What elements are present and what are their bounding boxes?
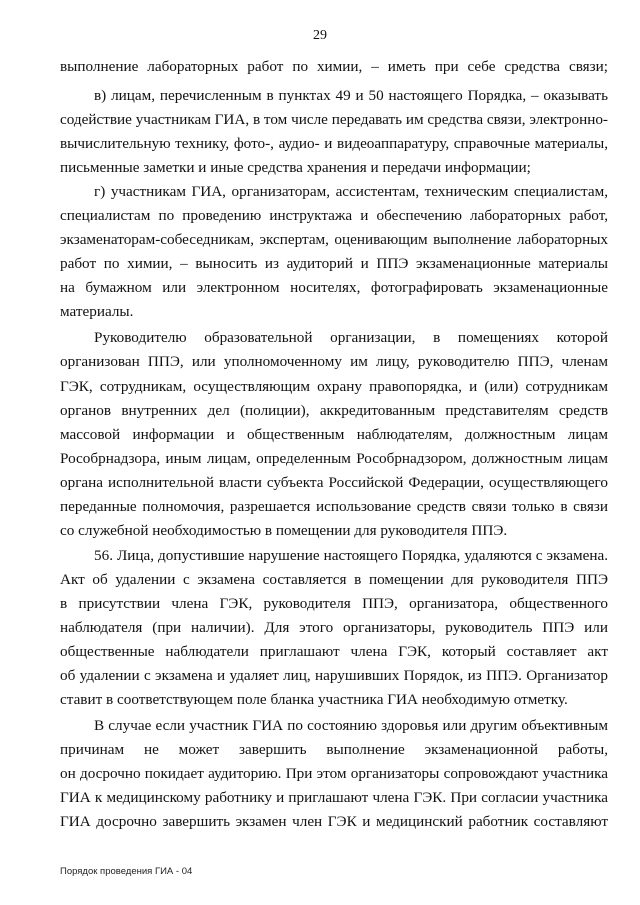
- text-line: переданные полномочия, разрешается использование средств связи только в связи: [60, 498, 608, 515]
- text-line: ГИА к медицинскому работнику и приглашают члена ГЭК. При согласии участника: [60, 789, 608, 806]
- text-line: массовой информации и общественным наблюдателям, должностным лицам: [60, 426, 608, 443]
- text-line: работ по химии, – выносить из аудиторий и ППЭ экзаменационные материалы: [60, 255, 608, 272]
- text-line: письменные заметки и иные средства хранения и передачи информации;: [60, 159, 531, 176]
- text-line: В случае если участник ГИА по состоянию здоровья или другим объективным: [94, 717, 608, 734]
- text-line: об удалении с экзамена и удаляет лиц, нарушивших Порядок, из ППЭ. Организатор: [60, 667, 608, 684]
- text-line: на бумажном или электронном носителях, фотографировать экзаменационные: [60, 279, 608, 296]
- text-line: со служебной необходимостью в помещении для руководителя ППЭ.: [60, 522, 508, 539]
- text-line: содействие участникам ГИА, в том числе передавать им средства связи, электронно-: [60, 111, 608, 128]
- page-number: 29: [313, 28, 327, 43]
- text-line: органа исполнительной власти субъекта Российской Федерации, осуществляющего: [60, 474, 608, 491]
- text-line: в) лицам, перечисленным в пунктах 49 и 50 настоящего Порядка, – оказывать: [94, 87, 608, 104]
- text-line: Рособрнадзора, иным лицам, определенным Рособрнадзором, должностным лицам: [60, 450, 608, 467]
- text-line: специалистам по проведению инструктажа и обеспечению лабораторных работ,: [60, 207, 608, 224]
- text-line: ГЭК, сотрудникам, осуществляющим охрану правопорядка, и (или) сотрудникам: [60, 378, 608, 395]
- text-line: в присутствии члена ГЭК, руководителя ППЭ, организатора, общественного: [60, 595, 608, 612]
- text-line: г) участникам ГИА, организаторам, ассистентам, техническим специалистам,: [94, 183, 608, 200]
- text-line: организован ППЭ, или уполномоченному им лицу, руководителю ППЭ, членам: [60, 353, 608, 370]
- text-line: общественные наблюдатели приглашают члена ГЭК, который составляет акт: [60, 643, 608, 660]
- text-line: вычислительную технику, фото-, аудио- и видеоаппаратуру, справочные материалы,: [60, 135, 608, 152]
- text-line: наблюдателя (при наличии). Для этого организаторы, руководитель ППЭ или: [60, 619, 608, 636]
- text-line: ставит в соответствующем поле бланка участника ГИА необходимую отметку.: [60, 691, 568, 708]
- text-line: экзаменаторам-собеседникам, экспертам, оценивающим выполнение лабораторных: [60, 231, 608, 248]
- page-footer: Порядок проведения ГИА - 04: [60, 866, 193, 877]
- text-line: он досрочно покидает аудиторию. При этом организаторы сопровождают участника: [60, 765, 608, 782]
- text-line: ГИА досрочно завершить экзамен член ГЭК и медицинский работник составляют: [60, 813, 608, 830]
- text-line: органов внутренних дел (полиции), аккредитованным представителям средств: [60, 402, 608, 419]
- text-line: причинам не может завершить выполнение экзаменационной работы,: [60, 741, 608, 758]
- text-line: 56. Лица, допустившие нарушение настоящего Порядка, удаляются с экзамена.: [94, 547, 608, 564]
- text-line: материалы.: [60, 303, 134, 320]
- text-line: выполнение лабораторных работ по химии, – иметь при себе средства связи;: [60, 58, 608, 75]
- text-line: Руководителю образовательной организации, в помещениях которой: [94, 329, 608, 346]
- text-line: Акт об удалении с экзамена составляется в помещении для руководителя ППЭ: [60, 571, 608, 588]
